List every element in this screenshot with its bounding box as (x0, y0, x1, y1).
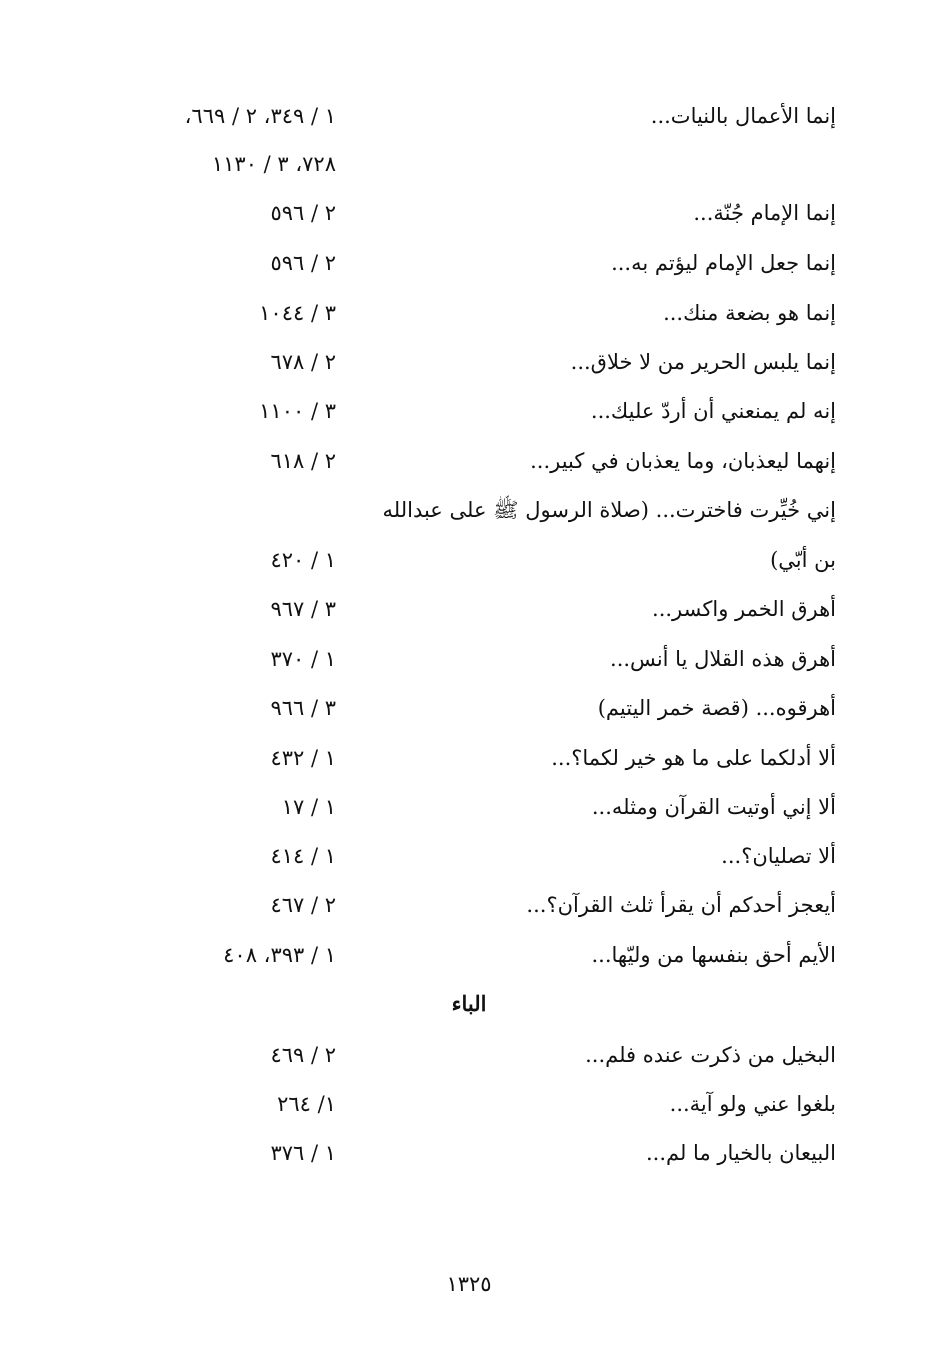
hadith-text: إنهما ليعذبان، وما يعذبان في كبير... (530, 449, 836, 473)
hadith-text: البيعان بالخيار ما لم... (645, 1141, 836, 1165)
index-entry (0, 243, 938, 283)
index-entry (0, 1035, 938, 1075)
index-entry (0, 540, 938, 580)
index-entry (0, 96, 938, 136)
volume-page-reference: ٧٢٨، ٣ / ١١٣٠ (211, 152, 336, 176)
index-entry (0, 836, 938, 876)
volume-page-reference: ١ / ٣٩٣، ٤٠٨ (223, 943, 336, 967)
hadith-text: ألا إني أوتيت القرآن ومثله... (591, 795, 836, 819)
index-entry (0, 342, 938, 382)
index-entry (0, 787, 938, 827)
volume-page-reference: ١ / ٣٤٩، ٢ / ٦٦٩، (184, 104, 336, 128)
volume-page-reference: ٢ / ٦١٨ (270, 449, 336, 473)
volume-page-reference: ٢ / ٤٦٧ (270, 893, 336, 917)
volume-page-reference: ١ / ٤٢٠ (270, 548, 336, 572)
hadith-text: إنه لم يمنعني أن أردّ عليك... (590, 399, 836, 423)
index-entry (0, 935, 938, 975)
index-entry (0, 738, 938, 778)
section-heading: الباء (451, 991, 487, 1016)
index-entry (0, 885, 938, 925)
index-entry (0, 144, 938, 184)
volume-page-reference: ١ / ٤٣٢ (270, 746, 336, 770)
index-entry (0, 293, 938, 333)
hadith-text: إنما يلبس الحرير من لا خلاق... (570, 350, 836, 374)
volume-page-reference: ٢ / ٦٧٨ (270, 350, 336, 374)
index-entry (0, 193, 938, 233)
hadith-text: إنما الإمام جُنّة... (693, 201, 836, 225)
volume-page-reference: ٣ / ٩٦٧ (270, 597, 336, 621)
hadith-text: إنما هو بضعة منك... (663, 301, 836, 325)
volume-page-reference: ٣ / ١١٠٠ (259, 399, 336, 423)
hadith-text: بن أبّي) (770, 548, 836, 572)
hadith-text: ألا أدلكما على ما هو خير لكما؟... (551, 746, 836, 770)
index-entry (0, 441, 938, 481)
volume-page-reference: ٢ / ٥٩٦ (270, 251, 336, 275)
index-entry (0, 639, 938, 679)
volume-page-reference: ٣ / ١٠٤٤ (259, 301, 336, 325)
hadith-text: البخيل من ذكرت عنده فلم... (585, 1043, 836, 1067)
volume-page-reference: ٣ / ٩٦٦ (270, 696, 336, 720)
hadith-text: الأيم أحق بنفسها من وليّها... (591, 943, 836, 967)
hadith-text: أهرق الخمر واكسر... (652, 597, 836, 621)
volume-page-reference: ٢ / ٤٦٩ (270, 1043, 336, 1067)
hadith-text: أهرقوه... (قصة خمر اليتيم) (597, 696, 836, 720)
volume-page-reference: ١ / ٣٧٠ (270, 647, 336, 671)
volume-page-reference: ١/ ٢٦٤ (277, 1092, 336, 1116)
index-entry (0, 589, 938, 629)
hadith-text: أهرق هذه القلال يا أنس... (610, 647, 836, 671)
hadith-text: بلغوا عني ولو آية... (669, 1092, 836, 1116)
volume-page-reference: ١ / ٤١٤ (270, 844, 336, 868)
hadith-text: إنما الأعمال بالنيات... (650, 104, 836, 128)
page-number: ١٣٢٥ (446, 1272, 492, 1296)
volume-page-reference: ١ / ١٧ (281, 795, 336, 819)
hadith-text: إني خُيِّرت فاخترت... (صلاة الرسول ﷺ على عبدالله (382, 498, 836, 522)
volume-page-reference: ١ / ٣٧٦ (270, 1141, 336, 1165)
hadith-text: ألا تصليان؟... (721, 844, 836, 868)
index-entry (0, 391, 938, 431)
index-entry (0, 688, 938, 728)
hadith-text: إنما جعل الإمام ليؤتم به... (611, 251, 836, 275)
index-entry (0, 490, 938, 530)
index-entry (0, 1084, 938, 1124)
hadith-text: أيعجز أحدكم أن يقرأ ثلث القرآن؟... (526, 893, 836, 917)
volume-page-reference: ٢ / ٥٩٦ (270, 201, 336, 225)
index-entry (0, 1133, 938, 1173)
